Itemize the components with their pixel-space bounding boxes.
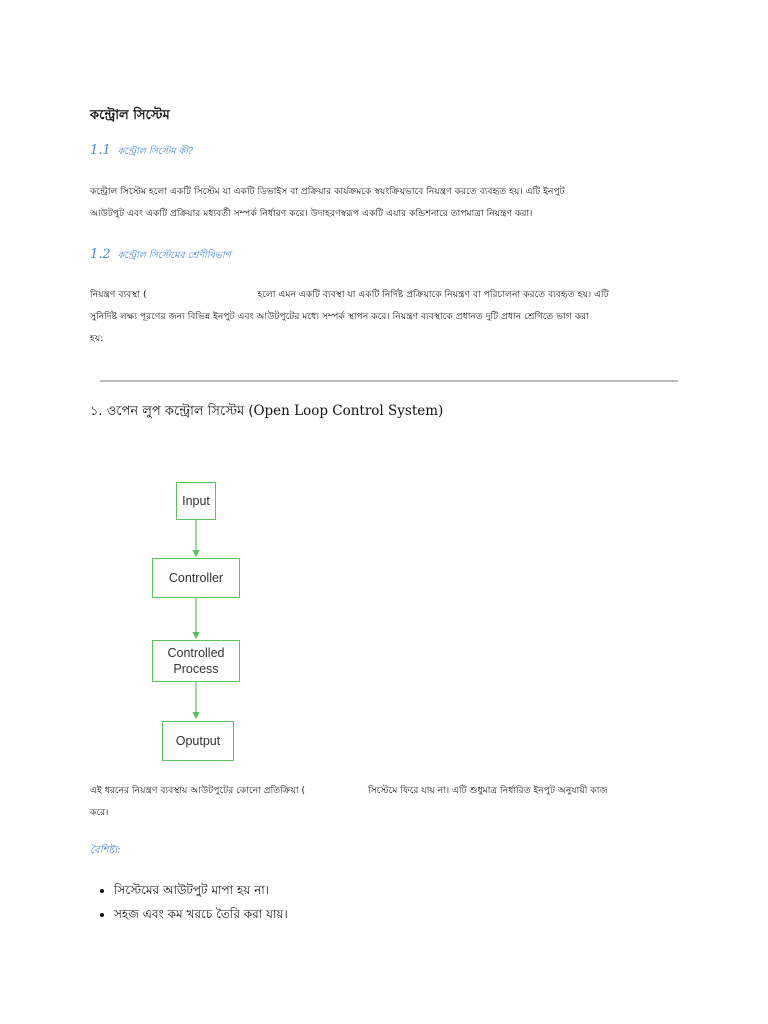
features-list bbox=[90, 878, 288, 926]
section-number: 1.1 bbox=[90, 143, 111, 158]
heading-bn-text: ১. ওপেন লুপ কন্ট্রোল সিস্টেম ( bbox=[90, 404, 254, 419]
open-loop-flowchart bbox=[140, 470, 260, 770]
flow-node-output: Oputput bbox=[162, 721, 234, 761]
paragraph-definition bbox=[90, 181, 680, 225]
flow-node-input: Input bbox=[176, 482, 216, 520]
flow-node-controller: Controller bbox=[152, 558, 240, 598]
section-title: কন্ট্রোল সিস্টেম কী? bbox=[117, 146, 193, 157]
flow-node-controlled-process: Controlled Process bbox=[152, 640, 240, 682]
paragraph-text: সিস্টেমে ফিরে যায় না। এটি শুধুমাত্র নির্ধারিত ইনপুট অনুযায়ী কাজ bbox=[367, 785, 608, 796]
section-heading-1-2 bbox=[90, 247, 231, 264]
paragraph-text: এই ধরনের নিয়ন্ত্রণ ব্যবস্থায় আউটপুটের কোনো প্রতিক্রিয়া ( bbox=[90, 785, 306, 796]
open-loop-heading bbox=[90, 402, 443, 423]
list-item: • সিস্টেমের আউটপুট মাপা হয় না। bbox=[114, 878, 288, 902]
paragraph-line: আউটপুট এবং একটি প্রক্রিয়ার মধ্যবর্তী সম্পর্ক নির্ধারণ করে। উদাহরণস্বরূপ একটি এয়ার কন্ডিশনারে তাপমাত্রা নিয়ন্ত্রণ করা। bbox=[90, 208, 533, 219]
paragraph-line: কন্ট্রোল সিস্টেম হলো একটি সিস্টেম যা একটি ডিভাইস বা প্রক্রিয়ার কার্যক্রমকে স্বয়ংক্রিয়ভাবে নিয়ন্ত্রণ করতে ব্যবহৃত হয়। এটি ইনপুট bbox=[90, 186, 565, 197]
horizontal-divider bbox=[100, 380, 678, 382]
paragraph-text: নিয়ন্ত্রণ ব্যবস্থা ( bbox=[90, 289, 147, 300]
section-title: কন্ট্রোল সিস্টেমের শ্রেণীবিভাগ bbox=[117, 250, 231, 261]
section-heading-1-1 bbox=[90, 143, 193, 160]
paragraph-text: হলো এমন একটি ব্যবস্থা যা একটি নির্দিষ্ট প্রক্রিয়াকে নিয়ন্ত্রণ বা পরিচালনা করতে ব্যবহৃত হয়। এটি bbox=[257, 289, 609, 300]
document-title: কন্ট্রোল সিস্টেম bbox=[90, 108, 170, 123]
paragraph-open-loop bbox=[90, 780, 680, 824]
features-heading: বৈশিষ্ট্য: bbox=[90, 845, 121, 856]
paragraph-classification bbox=[90, 284, 680, 350]
paragraph-line: হয়: bbox=[90, 333, 104, 344]
heading-en-text: Open Loop Control System) bbox=[253, 403, 444, 419]
list-item: • সহজ এবং কম খরচে তৈরি করা যায়। bbox=[114, 902, 288, 926]
section-number: 1.2 bbox=[90, 247, 111, 262]
paragraph-line: সুনির্দিষ্ট লক্ষ্য পূরণের জন্য বিভিন্ন ইনপুট এবং আউটপুটের মধ্যে সম্পর্ক স্থাপন করে। নিয়ন্ত্রণ ব্যবস্থাকে প্রধানত দুটি প্রধান শ্রেণিতে ভাগ করা bbox=[90, 311, 589, 322]
paragraph-line: করে। bbox=[90, 807, 109, 818]
